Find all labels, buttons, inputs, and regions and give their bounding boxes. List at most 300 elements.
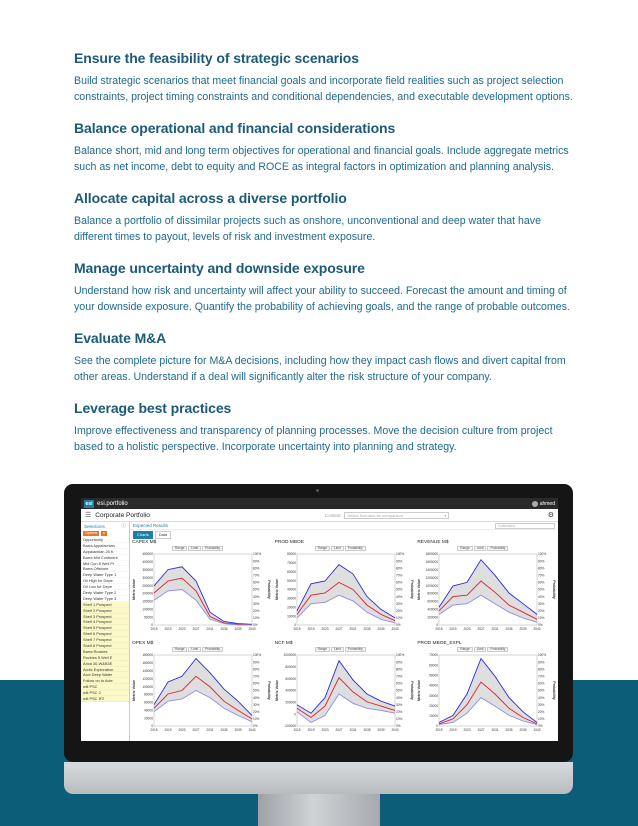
y2-tick-label: 70% (253, 573, 260, 578)
sidebar-item[interactable]: Opportunity (81, 537, 129, 543)
y2-tick-label: 30% (538, 702, 545, 707)
y2-tick-label: 70% (395, 674, 403, 678)
chart-panel (275, 641, 414, 739)
y2-tick-label: 40% (395, 594, 403, 599)
y-tick-label: 180000 (142, 652, 153, 657)
y2-tick-label: 40% (538, 594, 545, 599)
x-tick-label: 2039 (234, 727, 242, 732)
x-tick-label: 2019 (449, 627, 457, 631)
y2-tick-label: 20% (395, 709, 403, 714)
app-body (81, 522, 558, 741)
x-tick-label: 2035 (505, 727, 513, 732)
y2-tick-label: 90% (538, 559, 545, 564)
y2-tick-label: 100% (253, 552, 262, 557)
y-tick-label: 70000 (286, 561, 296, 566)
x-tick-label: 2043 (391, 627, 399, 631)
section-heading: Allocate capital across a diverse portfolio (74, 190, 347, 206)
y2-tick-label: 60% (395, 681, 403, 686)
y-tick-label: 1400000 (425, 567, 439, 572)
y-tick-label: 1800000 (425, 552, 439, 557)
section-heading: Evaluate M&A (74, 330, 167, 346)
y2-tick-label: 10% (253, 716, 260, 721)
x-tick-label: 2015 (293, 727, 301, 732)
section-best-practices (74, 400, 574, 455)
y-tick-label: 200000 (285, 700, 296, 705)
y2-tick-label: 90% (538, 659, 545, 664)
y-tick-label: 400000 (427, 607, 439, 612)
y2-tick-label: 90% (253, 659, 260, 664)
results-panel (130, 522, 558, 741)
y-tick-label: 160000 (142, 660, 153, 665)
y-tick-label: 50000 (429, 672, 439, 677)
sidebar-item[interactable]: Acct Deep Water (81, 672, 129, 678)
y2-tick-label: 70% (253, 674, 260, 678)
y2-tick-label: 10% (395, 716, 403, 721)
sidebar-item[interactable]: Deep Water Type 1 (81, 572, 129, 578)
sidebar-item[interactable]: Shelf 6 Prospect (81, 631, 129, 637)
chart-grid (132, 540, 556, 738)
y2-tick-label: 10% (538, 716, 545, 721)
y-tick-label: 50000 (286, 578, 296, 583)
chart-tab[interactable]: Range (172, 546, 187, 551)
gear-icon[interactable]: ⚙ (547, 512, 554, 519)
y2-tick-label: 0% (538, 723, 543, 728)
chart-tab[interactable]: Probability (345, 546, 366, 551)
y2-tick-label: 70% (395, 573, 403, 578)
y2-tick-label: 100% (253, 652, 262, 657)
x-tick-label: 2019 (164, 627, 172, 631)
chart-tab[interactable]: Limit (188, 647, 201, 652)
x-tick-label: 2019 (164, 727, 172, 732)
y2-tick-label: 80% (538, 566, 545, 571)
y-tick-label: 80000 (286, 552, 296, 557)
sidebar-item[interactable]: Shelf 2 Prospect (81, 608, 129, 614)
y2-tick-label: 10% (395, 616, 403, 621)
y2-tick-label: 90% (253, 559, 260, 564)
y-tick-label: 1000000 (283, 652, 296, 657)
y2-tick-label: 100% (538, 552, 547, 557)
y2-tick-label: 0% (395, 623, 401, 628)
section-body: Balance a portfolio of dissimilar projects such as onshore, unconventional and deep water that have different times to payout, levels of risk and investment exposure. (74, 215, 541, 243)
menu-icon[interactable]: ☰ (85, 512, 92, 519)
x-tick-label: 2023 (321, 727, 329, 732)
sidebar-item[interactable]: will PSC 2 (81, 690, 129, 696)
y2-tick-label: 20% (395, 609, 403, 613)
x-tick-label: 2023 (178, 727, 186, 732)
y2-tick-label: 30% (395, 601, 403, 606)
section-feasibility (74, 50, 574, 105)
y-tick-label: 30000 (429, 693, 439, 698)
y2-tick-label: 80% (253, 666, 260, 671)
y2-axis-label: Probability (552, 580, 557, 599)
x-tick-label: 2027 (477, 627, 485, 631)
y2-axis-label: Probability (409, 580, 414, 599)
scenario-select[interactable] (344, 512, 449, 519)
y2-tick-label: 50% (253, 688, 260, 693)
x-tick-label: 2019 (307, 627, 315, 631)
y2-tick-label: 20% (538, 609, 545, 613)
options-button[interactable]: Options (85, 531, 98, 535)
chart-svg (132, 551, 270, 633)
y-tick-label: 40000 (429, 683, 439, 688)
y2-tick-label: 30% (253, 601, 260, 606)
sidebar-item[interactable]: Appalachian 25 K (81, 549, 129, 555)
x-tick-label: 2031 (349, 727, 357, 732)
sidebar-item[interactable]: Barra Offshore (81, 566, 129, 572)
chart-tab[interactable]: Range (457, 647, 472, 652)
chart-tab[interactable]: Probability (202, 647, 223, 652)
x-tick-label: 2043 (248, 727, 256, 732)
chart-tab[interactable]: Range (315, 546, 330, 551)
y2-tick-label: 0% (538, 623, 543, 628)
section-body: Balance short, mid and long term objectives for operational and financial goals. Include aggregate metrics such as net income, debt to equity and ROCE as integral factors in optimization and planning analysis. (74, 145, 569, 173)
chart-svg (275, 652, 413, 734)
user-menu[interactable] (532, 501, 555, 507)
sidebar-item[interactable]: Shelf 1 Prospect (81, 602, 129, 608)
logo-text: esi.portfolio (97, 500, 128, 507)
y2-tick-label: 50% (395, 688, 403, 693)
collections-select[interactable]: Collections (495, 523, 555, 529)
chart-tab[interactable]: Limit (188, 546, 201, 551)
y2-tick-label: 80% (395, 566, 403, 571)
y2-tick-label: 50% (253, 587, 260, 592)
x-tick-label: 2027 (335, 627, 343, 631)
y2-tick-label: 30% (538, 601, 545, 606)
section-heading: Leverage best practices (74, 400, 232, 416)
chart-tab[interactable]: Limit (331, 546, 344, 551)
y2-tick-label: 70% (538, 674, 545, 678)
chart-title: REVENUE M$ (417, 540, 449, 545)
chart-svg (275, 551, 413, 633)
y-tick-label: 60000 (429, 662, 439, 667)
y-tick-label: 50000 (144, 615, 153, 620)
y-axis-label: Metric Value (274, 679, 279, 701)
y2-tick-label: 70% (538, 573, 545, 578)
sidebar-item[interactable]: Oil High for Depe (81, 578, 129, 584)
y-tick-label: 20000 (286, 605, 296, 610)
sidebar-item[interactable]: Barra Mid Continent (81, 555, 129, 561)
x-tick-label: 2035 (363, 627, 371, 631)
section-body: Understand how risk and uncertainty will affect your ability to succeed. Forecast the amount and timing of your downside exposure. Quantify the probability of achieving goals, and the range of probable outcomes. (74, 285, 570, 313)
y2-tick-label: 90% (395, 659, 403, 664)
chart-tab[interactable]: Probability (202, 546, 223, 551)
page-title: Corporate Portfolio (95, 511, 150, 519)
results-header (130, 522, 558, 530)
x-tick-label: 2015 (150, 727, 158, 732)
chart-tab[interactable]: Range (172, 647, 187, 652)
y-tick-label: 250000 (142, 583, 153, 588)
y2-tick-label: 100% (395, 552, 404, 557)
x-tick-label: 2019 (307, 727, 315, 732)
y2-tick-label: 60% (395, 580, 403, 585)
x-tick-label: 2039 (519, 627, 527, 631)
x-tick-label: 2015 (435, 627, 443, 631)
y2-tick-label: 90% (395, 559, 403, 564)
x-tick-label: 2015 (435, 727, 443, 732)
section-uncertainty (74, 260, 574, 315)
chart-svg (417, 551, 555, 633)
sidebar-item[interactable]: Deep Water Type 2 (81, 590, 129, 596)
y-tick-label: 140000 (142, 668, 153, 673)
chart-title: PROD MBOE_EXPL (417, 640, 462, 646)
x-tick-label: 2035 (220, 627, 228, 631)
x-tick-label: 2019 (449, 727, 457, 732)
info-icon[interactable]: ⓘ (121, 523, 126, 528)
y-tick-label: 450000 (142, 552, 153, 557)
x-tick-label: 2031 (491, 727, 499, 732)
y2-tick-label: 0% (253, 623, 258, 628)
y2-tick-label: 60% (253, 580, 260, 585)
y2-tick-label: 10% (538, 616, 545, 621)
x-tick-label: 2023 (463, 627, 471, 631)
sidebar-item[interactable]: Arctic Exploration (81, 667, 129, 673)
sidebar-item[interactable]: will PSC (81, 684, 129, 690)
selections-header (81, 522, 129, 530)
sidebar-item[interactable]: Barra Appalachian (81, 543, 129, 549)
x-tick-label: 2035 (505, 627, 513, 631)
x-tick-label: 2039 (377, 627, 385, 631)
chart-svg (417, 652, 555, 734)
expected-results-label: Expected Results (133, 523, 169, 528)
chart-title: PROD MBOE (274, 540, 304, 545)
y2-axis-label: Probability (267, 680, 271, 700)
y2-tick-label: 40% (253, 594, 260, 599)
view-tabs (130, 530, 558, 539)
sidebar-item[interactable]: will PSC IF2 (81, 696, 129, 702)
sidebar-item[interactable]: Arica 30-W&B3E (81, 661, 129, 667)
selections-panel (81, 522, 130, 741)
y2-tick-label: 50% (395, 587, 403, 592)
y-tick-label: 0 (293, 623, 296, 628)
x-tick-label: 2031 (206, 727, 214, 732)
y-tick-label: 20000 (429, 703, 439, 708)
y2-tick-label: 20% (253, 609, 260, 613)
sidebar-item[interactable]: Mid Con 8 Well Pr (81, 561, 129, 567)
y-tick-label: 80000 (144, 692, 153, 697)
y2-tick-label: 40% (538, 695, 545, 700)
x-tick-label: 2023 (321, 627, 329, 631)
y-tick-label: 10000 (286, 614, 296, 619)
monitor (64, 484, 573, 762)
x-tick-label: 2031 (349, 627, 357, 631)
user-icon (532, 501, 538, 507)
y-tick-label: 1000000 (425, 583, 439, 588)
tab-charts[interactable]: Charts (133, 531, 153, 539)
x-tick-label: 2027 (477, 727, 485, 732)
y-tick-label: 40000 (144, 707, 153, 712)
sidebar-item[interactable]: Shelf 5 Prospect (81, 625, 129, 631)
logo (84, 500, 128, 508)
y2-tick-label: 60% (538, 681, 545, 686)
x-tick-label: 2039 (377, 727, 385, 732)
y2-axis-label: Probability (552, 680, 557, 700)
x-tick-label: 2035 (363, 727, 371, 732)
chart-tab[interactable]: Probability (345, 647, 366, 652)
y2-tick-label: 100% (538, 652, 547, 657)
x-tick-label: 2039 (519, 727, 527, 732)
monitor-stand (258, 794, 380, 826)
user-name: ahmed (539, 500, 555, 507)
y2-tick-label: 40% (395, 695, 403, 700)
x-tick-label: 2043 (391, 727, 399, 732)
y2-tick-label: 80% (253, 566, 260, 571)
chart-title: CAPEX M$ (132, 540, 157, 545)
y-tick-label: 70000 (429, 652, 439, 657)
section-ma (74, 330, 574, 385)
y-tick-label: 40000 (286, 587, 296, 592)
expand-icon[interactable]: ▸ (103, 531, 106, 535)
section-heading: Manage uncertainty and downside exposure (74, 260, 365, 276)
sidebar-item[interactable]: Rockies 5 Well E (81, 655, 129, 661)
y2-tick-label: 60% (538, 580, 545, 585)
y-tick-label: 0 (293, 711, 296, 716)
y-tick-label: 200000 (427, 615, 439, 620)
sidebar-item[interactable]: Shelf 7 Prospect (81, 637, 129, 643)
selections-label: Selections (84, 523, 105, 529)
selections-tools (81, 530, 129, 537)
y2-axis-label: Probability (409, 680, 414, 700)
chart-tab[interactable]: Range (315, 647, 330, 652)
y-tick-label: 600000 (427, 599, 439, 604)
y-tick-label: 400000 (142, 560, 153, 565)
y-tick-label: 100000 (142, 607, 153, 612)
y2-tick-label: 30% (253, 702, 260, 707)
section-allocate (74, 190, 574, 245)
y-tick-label: 0 (151, 623, 153, 628)
y-tick-label: 30000 (286, 596, 296, 601)
tab-data[interactable]: Data (155, 531, 171, 539)
x-tick-label: 2015 (150, 627, 158, 631)
chart-svg (132, 652, 270, 734)
chart-panel (417, 540, 556, 638)
logo-mark: esi (85, 500, 93, 507)
range-band (154, 658, 252, 721)
x-tick-label: 2043 (533, 727, 541, 732)
monitor-chin (64, 762, 573, 794)
y-tick-label: -200000 (283, 723, 296, 728)
y-axis-label: Metric Value (132, 579, 136, 600)
y-tick-label: 120000 (142, 676, 153, 681)
y-tick-label: 800000 (285, 664, 296, 669)
x-tick-label: 2023 (463, 727, 471, 732)
title-bar (81, 509, 558, 522)
y-tick-label: 60000 (286, 569, 296, 574)
x-tick-label: 2043 (533, 627, 541, 631)
chart-tab[interactable]: Limit (474, 546, 487, 551)
y2-tick-label: 80% (538, 666, 545, 671)
x-tick-label: 2035 (220, 727, 228, 732)
y-tick-label: 100000 (142, 684, 153, 689)
sidebar-item[interactable]: Shelf 8 Prospect (81, 643, 129, 649)
x-tick-label: 2027 (192, 627, 200, 631)
y2-tick-label: 40% (253, 695, 260, 700)
x-tick-label: 2015 (293, 627, 301, 631)
section-body: Improve effectiveness and transparency of planning processes. Move the decision culture from project based to a holistic perspective. Incorporate uncertainty into planning and strategy. (74, 425, 553, 453)
y-tick-label: 0 (436, 623, 439, 628)
y-tick-label: 800000 (427, 591, 439, 596)
chart-tab[interactable]: Limit (331, 647, 344, 652)
y-tick-label: 600000 (285, 676, 296, 681)
x-tick-label: 2039 (234, 627, 242, 631)
chevron-down-icon: ▾ (444, 512, 447, 518)
y2-tick-label: 20% (538, 709, 545, 714)
chart-tab[interactable]: Probability (487, 546, 508, 551)
x-tick-label: 2023 (178, 627, 186, 631)
y-tick-label: 20000 (144, 715, 153, 720)
sidebar-item[interactable]: Oil Low for Depe (81, 584, 129, 590)
chart-panel (132, 641, 271, 739)
chart-panel (275, 540, 414, 638)
sidebar-item[interactable]: Follow on to Acte (81, 678, 129, 684)
x-tick-label: 2031 (206, 627, 214, 631)
y-tick-label: 150000 (142, 599, 153, 604)
y2-tick-label: 100% (395, 652, 404, 657)
sidebar-item[interactable]: Deep Water Type 3 (81, 596, 129, 602)
y2-tick-label: 60% (253, 681, 260, 686)
section-heading: Balance operational and financial considerations (74, 120, 396, 136)
context-label: Context (324, 512, 341, 518)
app-bar (81, 498, 558, 509)
x-tick-label: 2027 (192, 727, 200, 732)
section-balance (74, 120, 574, 175)
y2-tick-label: 20% (253, 709, 260, 714)
y-axis-label: Metric Value (274, 579, 279, 600)
chart-tab[interactable]: Probability (487, 647, 508, 652)
screen (81, 498, 558, 741)
sidebar-item[interactable]: Shelf 3 Prospect (81, 614, 129, 620)
y2-axis-label: Probability (267, 580, 271, 599)
section-body: Build strategic scenarios that meet financial goals and incorporate field realities such as project selection constraints, project timing constraints and conditional dependencies, and executable development options. (74, 75, 573, 103)
y-tick-label: 350000 (142, 567, 153, 572)
x-tick-label: 2043 (248, 627, 256, 631)
chart-tab[interactable]: Range (457, 546, 472, 551)
camera (316, 489, 319, 492)
y-tick-label: 1200000 (425, 575, 439, 580)
feature-copy (74, 50, 574, 470)
selections-list (81, 537, 129, 702)
x-tick-label: 2027 (335, 727, 343, 732)
y2-tick-label: 10% (253, 616, 260, 621)
y2-tick-label: 0% (395, 723, 401, 728)
y2-tick-label: 30% (395, 702, 403, 707)
y2-tick-label: 0% (253, 723, 258, 728)
scenario-placeholder: Select Scenario for comparison (347, 512, 403, 518)
y-tick-label: 10000 (429, 713, 439, 718)
sidebar-item[interactable]: Shelf 4 Prospect (81, 619, 129, 625)
y-tick-label: 60000 (144, 700, 153, 705)
y-tick-label: 0 (436, 723, 439, 728)
y-axis-label: Metric Value (417, 579, 422, 600)
x-tick-label: 2031 (491, 627, 499, 631)
chart-title: NCF M$ (274, 640, 293, 646)
y-axis-label: Metric Value (132, 679, 136, 701)
chart-panel (132, 540, 271, 638)
chart-tab[interactable]: Limit (474, 647, 487, 652)
y-tick-label: 400000 (285, 688, 296, 693)
section-heading: Ensure the feasibility of strategic scenarios (74, 50, 359, 66)
y-tick-label: 0 (151, 723, 153, 728)
section-body: See the complete picture for M&A decisions, including how they impact cash flows and divert capital from other areas. Understand if a deal will significantly alter the risk structure of your company. (74, 355, 566, 383)
y-axis-label: Metric Value (417, 679, 422, 701)
y2-tick-label: 50% (538, 688, 545, 693)
y2-tick-label: 80% (395, 666, 403, 671)
y2-tick-label: 50% (538, 587, 545, 592)
y-tick-label: 1600000 (425, 560, 439, 565)
range-band (439, 560, 537, 622)
chart-title: OPEX M$ (132, 640, 154, 646)
sidebar-item[interactable]: Barra Rockies (81, 649, 129, 655)
y-tick-label: 300000 (142, 575, 153, 580)
